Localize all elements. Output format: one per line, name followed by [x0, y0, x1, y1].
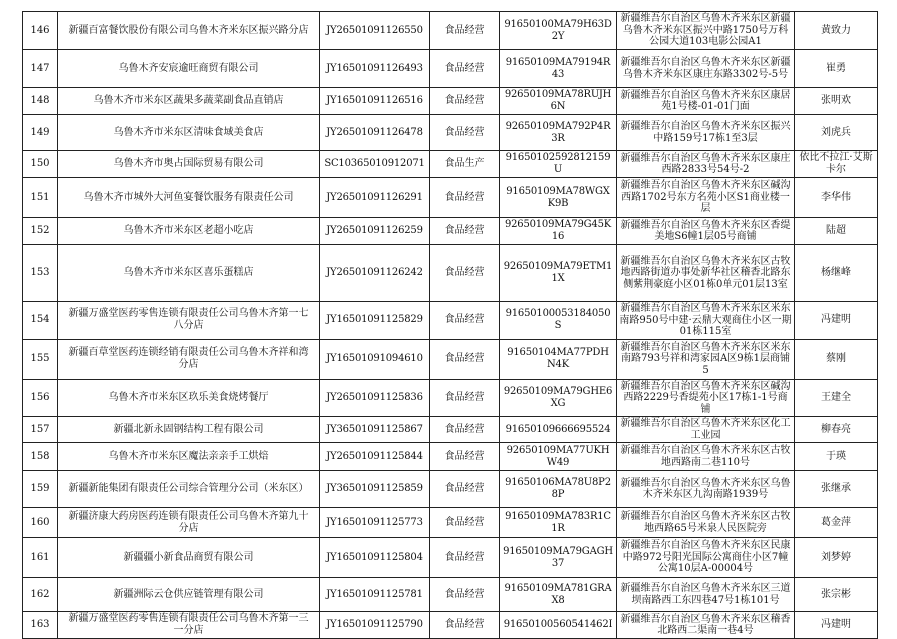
- company-name-cell: 乌鲁木齐市米东区清味食域美食店: [58, 115, 320, 151]
- legal-person-cell: 张宗彬: [795, 578, 878, 612]
- business-address-cell: 新疆维吾尔自治区乌鲁木齐米东区稽香北路西二渠南一巷4号: [617, 612, 795, 639]
- business-address-cell: 新疆维吾尔自治区乌鲁木齐米东区康庄西路2833号54号-2: [617, 151, 795, 178]
- row-number-cell: 158: [23, 443, 58, 471]
- table-row: [23, 302, 878, 340]
- table-row: [23, 12, 878, 50]
- legal-person-cell: 崔勇: [795, 50, 878, 88]
- table-row: [23, 178, 878, 218]
- row-number-cell: 149: [23, 115, 58, 151]
- row-number-cell: 156: [23, 379, 58, 417]
- business-address-cell: 新疆维吾尔自治区乌鲁木齐米东区碱沟西路1702号东方名苑小区S1商业楼一层: [617, 178, 795, 218]
- row-number-cell: 157: [23, 417, 58, 443]
- license-number-cell: JY26501091125844: [320, 443, 430, 471]
- credit-code-cell: 92650109MA79GHE6XG: [500, 379, 617, 417]
- credit-code-cell: 91650104MA77PDHN4K: [500, 339, 617, 379]
- credit-code-cell: 91650109MA783R1C1R: [500, 508, 617, 538]
- company-name-cell: 乌鲁木齐安宸逾旺商贸有限公司: [58, 50, 320, 88]
- credit-code-cell: 91650109MA79194R43: [500, 50, 617, 88]
- credit-code-cell: 91650109MA78WGXK9B: [500, 178, 617, 218]
- table-row: [23, 115, 878, 151]
- table-row: [23, 339, 878, 379]
- company-name-cell: 新疆百草堂医药连锁经销有限责任公司乌鲁木齐祥和湾分店: [58, 339, 320, 379]
- credit-code-cell: 92650109MA77UKHW49: [500, 443, 617, 471]
- row-number-cell: 146: [23, 12, 58, 50]
- company-name-cell: 新疆百富餐饮股份有限公司乌鲁木齐米东区振兴路分店: [58, 12, 320, 50]
- license-number-cell: JY16501091125790: [320, 612, 430, 639]
- license-number-cell: JY26501091126259: [320, 218, 430, 245]
- business-type-cell: 食品经营: [430, 302, 500, 340]
- license-number-cell: JY26501091125836: [320, 379, 430, 417]
- license-number-cell: JY26501091126550: [320, 12, 430, 50]
- table-row: [23, 245, 878, 302]
- company-name-cell: 新疆万盛堂医药零售连锁有限责任公司乌鲁木齐第一七八分店: [58, 302, 320, 340]
- business-address-cell: 新疆维吾尔自治区乌鲁木齐米东区三道坝南路西工东四巷47号1栋101号: [617, 578, 795, 612]
- business-type-cell: 食品经营: [430, 508, 500, 538]
- row-number-cell: 153: [23, 245, 58, 302]
- license-number-cell: JY16501091125829: [320, 302, 430, 340]
- license-number-cell: JY36501091125867: [320, 417, 430, 443]
- business-type-cell: 食品经营: [430, 245, 500, 302]
- license-number-cell: JY26501091126242: [320, 245, 430, 302]
- company-name-cell: 乌鲁木齐市米东区老超小吃店: [58, 218, 320, 245]
- business-type-cell: 食品经营: [430, 178, 500, 218]
- legal-person-cell: 杨继峰: [795, 245, 878, 302]
- table-row: [23, 471, 878, 508]
- legal-person-cell: 依比不拉江·艾斯卡尔: [795, 151, 878, 178]
- business-address-cell: 新疆维吾尔自治区乌鲁木齐米东区古牧地西路65号米泉人民医院旁: [617, 508, 795, 538]
- legal-person-cell: 于瑛: [795, 443, 878, 471]
- row-number-cell: 150: [23, 151, 58, 178]
- legal-person-cell: 张继承: [795, 471, 878, 508]
- table-row: [23, 578, 878, 612]
- legal-person-cell: 柳春亮: [795, 417, 878, 443]
- business-address-cell: 新疆维吾尔自治区乌鲁木齐米东区新疆乌鲁木齐米东区振兴中路1750号万科公园大道103电影公园A1: [617, 12, 795, 50]
- legal-person-cell: 张明欢: [795, 88, 878, 115]
- row-number-cell: 155: [23, 339, 58, 379]
- table-row: [23, 538, 878, 578]
- legal-person-cell: 李华伟: [795, 178, 878, 218]
- company-name-cell: 乌鲁木齐市米东区蔬果多蔬菜副食品直销店: [58, 88, 320, 115]
- business-address-cell: 新疆维吾尔自治区乌鲁木齐米东区乌鲁木齐米东区九沟南路1939号: [617, 471, 795, 508]
- business-address-cell: 新疆维吾尔自治区乌鲁木齐米东区新疆乌鲁木齐米东区康庄东路3302号-5号: [617, 50, 795, 88]
- license-number-cell: JY16501091125804: [320, 538, 430, 578]
- license-table: [22, 11, 878, 639]
- business-address-cell: 新疆维吾尔自治区乌鲁木齐米东区康居苑1号楼-01-01门面: [617, 88, 795, 115]
- business-type-cell: 食品经营: [430, 50, 500, 88]
- company-name-cell: 新疆新能集团有限责任公司综合管理分公司（米东区）: [58, 471, 320, 508]
- company-name-cell: 新疆疆小新食品商贸有限公司: [58, 538, 320, 578]
- credit-code-cell: 92650109MA792P4R3R: [500, 115, 617, 151]
- table-row: [23, 443, 878, 471]
- table-row: [23, 88, 878, 115]
- business-type-cell: 食品经营: [430, 115, 500, 151]
- business-type-cell: 食品经营: [430, 578, 500, 612]
- company-name-cell: 新疆万盛堂医药零售连锁有限责任公司乌鲁木齐第一三一分店: [58, 612, 320, 639]
- table-row: [23, 218, 878, 245]
- credit-code-cell: 91650109MA79GAGH37: [500, 538, 617, 578]
- credit-code-cell: 92650109MA79G45K16: [500, 218, 617, 245]
- business-address-cell: 新疆维吾尔自治区乌鲁木齐米东区香缇美地S6幢1层05号商铺: [617, 218, 795, 245]
- table-row: [23, 612, 878, 639]
- credit-code-cell: 91650106MA78U8P28P: [500, 471, 617, 508]
- credit-code-cell: 91650109666695524: [500, 417, 617, 443]
- business-address-cell: 新疆维吾尔自治区乌鲁木齐米东区振兴中路159号17栋1至3层: [617, 115, 795, 151]
- company-name-cell: 乌鲁木齐市米东区喜乐蛋糕店: [58, 245, 320, 302]
- row-number-cell: 162: [23, 578, 58, 612]
- company-name-cell: 乌鲁木齐市米东区玖乐美食烧烤餐厅: [58, 379, 320, 417]
- business-address-cell: 新疆维吾尔自治区乌鲁木齐米东区古牧地西路南二巷110号: [617, 443, 795, 471]
- credit-code-cell: 92650109MA79ETM11X: [500, 245, 617, 302]
- legal-person-cell: 刘虎兵: [795, 115, 878, 151]
- business-type-cell: 食品经营: [430, 379, 500, 417]
- legal-person-cell: 王建全: [795, 379, 878, 417]
- credit-code-cell: 91650109MA781GRAX8: [500, 578, 617, 612]
- license-number-cell: JY16501091126493: [320, 50, 430, 88]
- legal-person-cell: 冯建明: [795, 302, 878, 340]
- company-name-cell: 乌鲁木齐市奥占国际贸易有限公司: [58, 151, 320, 178]
- credit-code-cell: 91650100MA79H63D2Y: [500, 12, 617, 50]
- business-address-cell: 新疆维吾尔自治区乌鲁木齐米东区民康中路972号阳光国际公寓商住小区7幢公寓10层A-00004号: [617, 538, 795, 578]
- business-address-cell: 新疆维吾尔自治区乌鲁木齐米东区古牧地西路街道办事处新华社区稽香北路东侧紫荆豪庭小区01栋0单元01层13室: [617, 245, 795, 302]
- row-number-cell: 163: [23, 612, 58, 639]
- business-type-cell: 食品经营: [430, 538, 500, 578]
- license-number-cell: JY36501091125859: [320, 471, 430, 508]
- credit-code-cell: 91650100560541462I: [500, 612, 617, 639]
- business-type-cell: 食品经营: [430, 612, 500, 639]
- legal-person-cell: 蔡刚: [795, 339, 878, 379]
- row-number-cell: 159: [23, 471, 58, 508]
- company-name-cell: 乌鲁木齐市城外大河鱼宴餐饮服务有限责任公司: [58, 178, 320, 218]
- license-number-cell: JY16501091125773: [320, 508, 430, 538]
- license-number-cell: JY16501091125781: [320, 578, 430, 612]
- legal-person-cell: 陆超: [795, 218, 878, 245]
- company-name-cell: 乌鲁木齐市米东区魔法亲亲手工烘焙: [58, 443, 320, 471]
- business-type-cell: 食品经营: [430, 88, 500, 115]
- company-name-cell: 新疆洲际云仓供应链管理有限公司: [58, 578, 320, 612]
- business-type-cell: 食品经营: [430, 443, 500, 471]
- license-number-cell: JY16501091126516: [320, 88, 430, 115]
- legal-person-cell: 刘梦婷: [795, 538, 878, 578]
- row-number-cell: 154: [23, 302, 58, 340]
- row-number-cell: 148: [23, 88, 58, 115]
- business-address-cell: 新疆维吾尔自治区乌鲁木齐米东区米东南路950号中建·云鼎大观商住小区一期01栋115室: [617, 302, 795, 340]
- table-row: [23, 417, 878, 443]
- row-number-cell: 151: [23, 178, 58, 218]
- row-number-cell: 147: [23, 50, 58, 88]
- table-row: [23, 50, 878, 88]
- credit-code-cell: 91650102592812159U: [500, 151, 617, 178]
- company-name-cell: 新疆北新永固钢结构工程有限公司: [58, 417, 320, 443]
- table-row: [23, 151, 878, 178]
- business-type-cell: 食品经营: [430, 339, 500, 379]
- business-type-cell: 食品经营: [430, 218, 500, 245]
- business-address-cell: 新疆维吾尔自治区乌鲁木齐米东区碱沟西路2229号香缇苑小区17栋1-1号商铺: [617, 379, 795, 417]
- row-number-cell: 160: [23, 508, 58, 538]
- legal-person-cell: 黄致力: [795, 12, 878, 50]
- license-number-cell: JY26501091126291: [320, 178, 430, 218]
- license-number-cell: JY16501091094610: [320, 339, 430, 379]
- business-address-cell: 新疆维吾尔自治区乌鲁木齐米东区化工工业园: [617, 417, 795, 443]
- business-type-cell: 食品经营: [430, 417, 500, 443]
- legal-person-cell: 葛金萍: [795, 508, 878, 538]
- table-row: [23, 379, 878, 417]
- license-number-cell: JY26501091126478: [320, 115, 430, 151]
- license-number-cell: SC10365010912071: [320, 151, 430, 178]
- business-type-cell: 食品经营: [430, 471, 500, 508]
- row-number-cell: 152: [23, 218, 58, 245]
- business-address-cell: 新疆维吾尔自治区乌鲁木齐米东区米东南路793号祥和湾家园A区9栋1层商铺5: [617, 339, 795, 379]
- credit-code-cell: 91650100053184050S: [500, 302, 617, 340]
- table-row: [23, 508, 878, 538]
- row-number-cell: 161: [23, 538, 58, 578]
- business-type-cell: 食品经营: [430, 12, 500, 50]
- credit-code-cell: 92650109MA78RUJH6N: [500, 88, 617, 115]
- company-name-cell: 新疆济康大药房医药连锁有限责任公司乌鲁木齐第九十分店: [58, 508, 320, 538]
- legal-person-cell: 冯建明: [795, 612, 878, 639]
- table-body: [23, 12, 878, 639]
- business-type-cell: 食品生产: [430, 151, 500, 178]
